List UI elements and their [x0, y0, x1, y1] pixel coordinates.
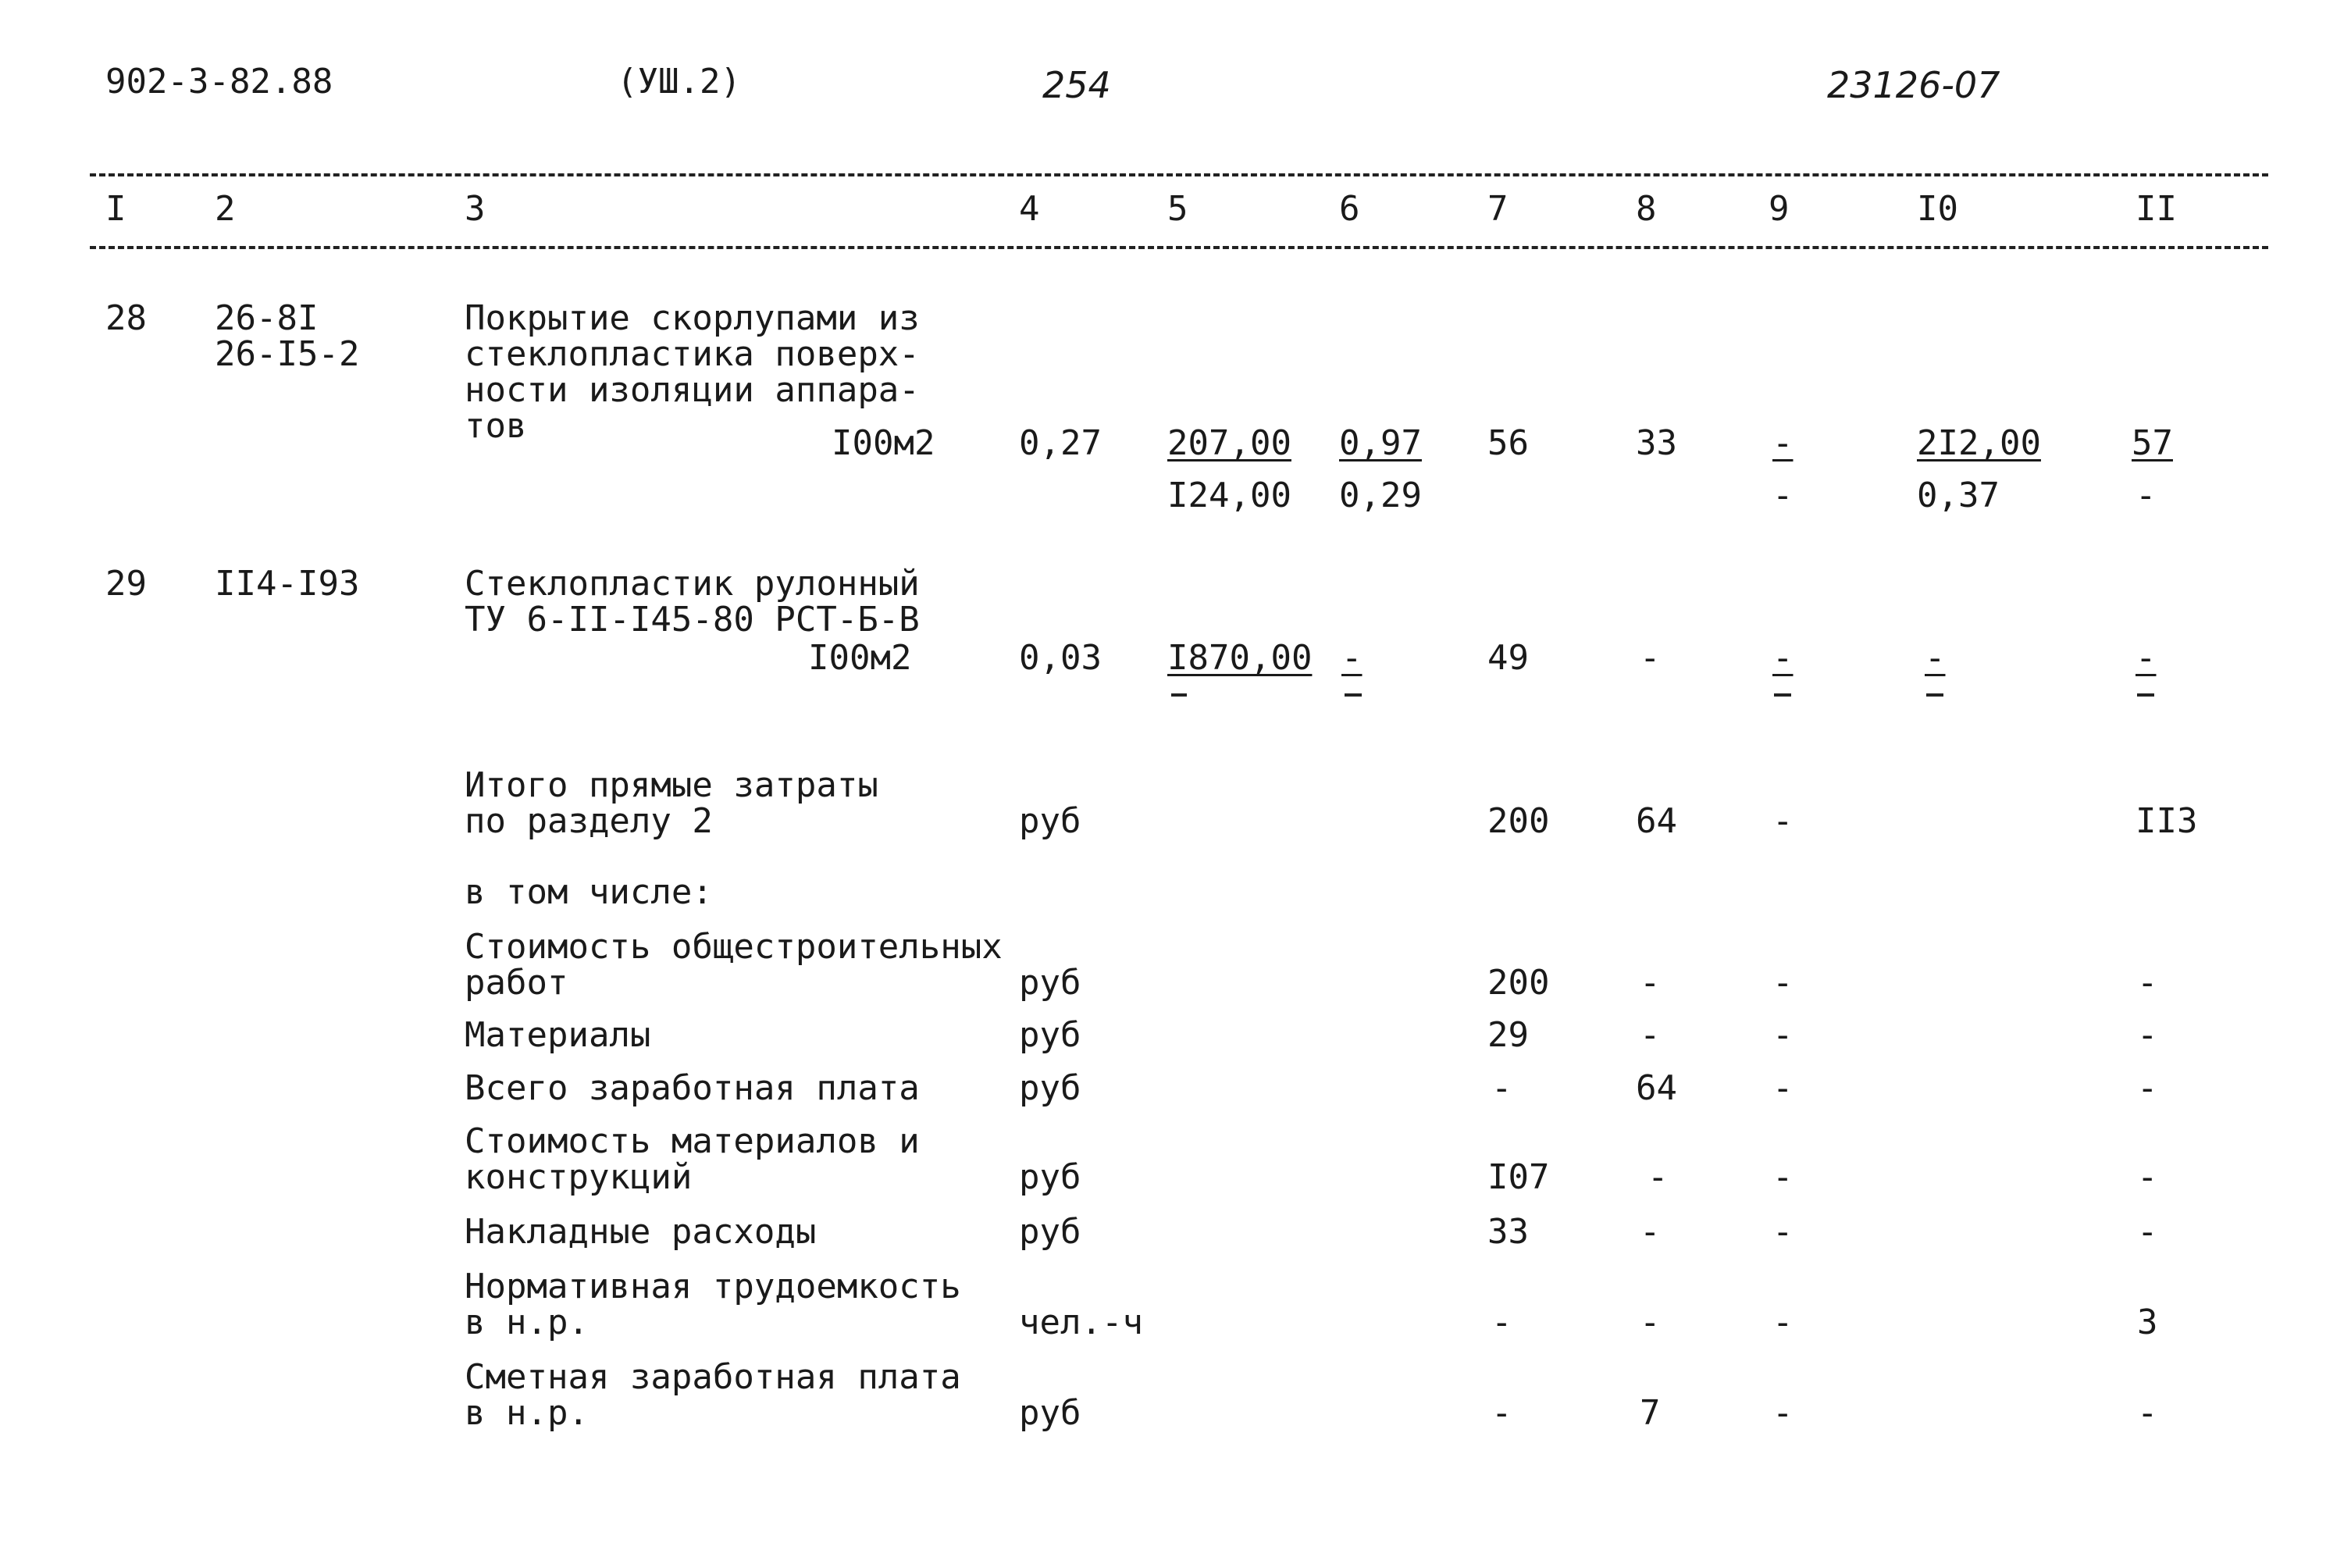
summary-item-c9: -	[1772, 1393, 1794, 1433]
summary-item-c9: -	[1772, 963, 1794, 1003]
summary-item-c11: -	[2137, 963, 2158, 1003]
labor-hours-total: 57	[2132, 423, 2173, 463]
unit-cost-labor: I24,00	[1167, 476, 1291, 515]
summary-item-label: Всего заработная плата	[465, 1068, 920, 1108]
unit: I00м2	[808, 638, 912, 678]
summary-item-c11: -	[2137, 1212, 2158, 1252]
summary-item-c8: -	[1640, 963, 1661, 1003]
total-labor: 33	[1636, 423, 1677, 463]
summary-item-c7: -	[1491, 1068, 1512, 1108]
summary-item-c9: -	[1772, 1015, 1794, 1055]
total-machines: -	[1772, 423, 1794, 463]
summary-total-labor: 64	[1636, 801, 1677, 841]
summary-total-machines: -	[1772, 801, 1794, 841]
summary-title: Итого прямые затраты	[465, 765, 878, 805]
work-description: тов	[465, 406, 527, 446]
summary-item-label: работ	[465, 963, 568, 1003]
summary-item-unit: руб	[1019, 1068, 1081, 1108]
col-header-1: I	[105, 189, 126, 229]
summary-item-c9: -	[1772, 1157, 1794, 1197]
quantity: 0,03	[1019, 638, 1102, 678]
empty-mark	[1171, 693, 1187, 697]
unit-cost: 207,00	[1167, 423, 1291, 463]
col-header-10: I0	[1917, 189, 1958, 229]
empty-mark	[1926, 693, 1943, 697]
summary-item-c9: -	[1772, 1303, 1794, 1342]
summary-item-label: Накладные расходы	[465, 1212, 817, 1252]
summary-item-unit: руб	[1019, 1212, 1081, 1252]
total-cost: 56	[1487, 423, 1529, 463]
document-code: 23126-07	[1827, 64, 2000, 106]
doc-number: 902-3-82.88	[105, 62, 333, 102]
summary-item-c11: -	[2137, 1015, 2158, 1055]
norm-code: 26-8I	[215, 298, 319, 338]
labor-hours-unit-machines: 0,37	[1917, 476, 2000, 515]
summary-item-unit: чел.-ч	[1019, 1303, 1143, 1342]
summary-item-c8: -	[1640, 1015, 1661, 1055]
norm-code: 26-I5-2	[215, 334, 360, 374]
summary-item-c9: -	[1772, 1212, 1794, 1252]
norm-code: II4-I93	[215, 564, 360, 604]
col-header-11: II	[2135, 189, 2177, 229]
unit-cost: I870,00	[1167, 638, 1313, 678]
header-top-rule	[90, 173, 2268, 176]
summary-item-c7: -	[1491, 1393, 1512, 1433]
including-label: в том числе:	[465, 872, 713, 912]
summary-total-cost: 200	[1487, 801, 1550, 841]
labor-hours-unit: 2I2,00	[1917, 423, 2041, 463]
total-labor: -	[1640, 638, 1661, 678]
summary-item-unit: руб	[1019, 1157, 1081, 1197]
unit-cost-machines: 0,97	[1339, 423, 1422, 463]
col-header-2: 2	[215, 189, 236, 229]
empty-mark	[2137, 693, 2154, 697]
summary-item-c7: 33	[1487, 1212, 1529, 1252]
unit-cost-machines-labor: 0,29	[1339, 476, 1422, 515]
summary-item-label: конструкций	[465, 1157, 693, 1197]
work-description: Покрытие скорлупами из	[465, 298, 920, 338]
summary-item-c8: 64	[1636, 1068, 1677, 1108]
summary-item-label: Материалы	[465, 1015, 651, 1055]
quantity: 0,27	[1019, 423, 1102, 463]
labor-hours-total-machines: -	[2135, 476, 2157, 515]
labor-hours-total: -	[2135, 638, 2157, 678]
summary-item-c8: -	[1647, 1157, 1669, 1197]
summary-item-c11: -	[2137, 1068, 2158, 1108]
section-code: (УШ.2)	[617, 62, 741, 102]
summary-item-c11: -	[2137, 1157, 2158, 1197]
summary-unit: руб	[1019, 801, 1081, 841]
summary-item-c9: -	[1772, 1068, 1794, 1108]
empty-mark	[1345, 693, 1362, 697]
work-description: ТУ 6-II-I45-80 РСТ-Б-В	[465, 600, 920, 640]
col-header-3: 3	[465, 189, 486, 229]
work-description: ности изоляции аппара-	[465, 370, 920, 410]
total-machines-labor: -	[1772, 476, 1794, 515]
work-description: стеклопластика поверх-	[465, 334, 920, 374]
summary-item-c8: -	[1640, 1303, 1661, 1342]
col-header-4: 4	[1019, 189, 1040, 229]
summary-item-label: в н.р.	[465, 1303, 589, 1342]
summary-item-label: Стоимость общестроительных	[465, 927, 1003, 967]
summary-item-label: в н.р.	[465, 1393, 589, 1433]
summary-item-label: Сметная заработная плата	[465, 1357, 961, 1397]
header-bottom-rule	[90, 246, 2268, 249]
summary-labor-hours: II3	[2135, 801, 2198, 841]
col-header-6: 6	[1339, 189, 1360, 229]
row-number: 28	[105, 298, 147, 338]
summary-title: по разделу 2	[465, 801, 713, 841]
col-header-8: 8	[1636, 189, 1657, 229]
summary-item-label: Стоимость материалов и	[465, 1121, 920, 1161]
row-number: 29	[105, 564, 147, 604]
col-header-7: 7	[1487, 189, 1509, 229]
unit: I00м2	[832, 423, 935, 463]
summary-item-label: Нормативная трудоемкость	[465, 1267, 961, 1306]
summary-item-c7: 29	[1487, 1015, 1529, 1055]
labor-hours-unit: -	[1925, 638, 1946, 678]
total-cost: 49	[1487, 638, 1529, 678]
summary-item-c11: 3	[2137, 1303, 2158, 1342]
summary-item-unit: руб	[1019, 963, 1081, 1003]
col-header-9: 9	[1769, 189, 1790, 229]
summary-item-c7: 200	[1487, 963, 1550, 1003]
summary-item-c7: -	[1491, 1303, 1512, 1342]
work-description: Стеклопластик рулонный	[465, 564, 920, 604]
unit-cost-machines: -	[1341, 638, 1363, 678]
summary-item-unit: руб	[1019, 1393, 1081, 1433]
empty-mark	[1774, 693, 1791, 697]
total-machines: -	[1772, 638, 1794, 678]
summary-item-c8: -	[1640, 1212, 1661, 1252]
summary-item-c11: -	[2137, 1393, 2158, 1433]
summary-item-c7: I07	[1487, 1157, 1550, 1197]
page-number: 254	[1042, 64, 1111, 106]
summary-item-unit: руб	[1019, 1015, 1081, 1055]
summary-item-c8: 7	[1640, 1393, 1661, 1433]
col-header-5: 5	[1167, 189, 1188, 229]
